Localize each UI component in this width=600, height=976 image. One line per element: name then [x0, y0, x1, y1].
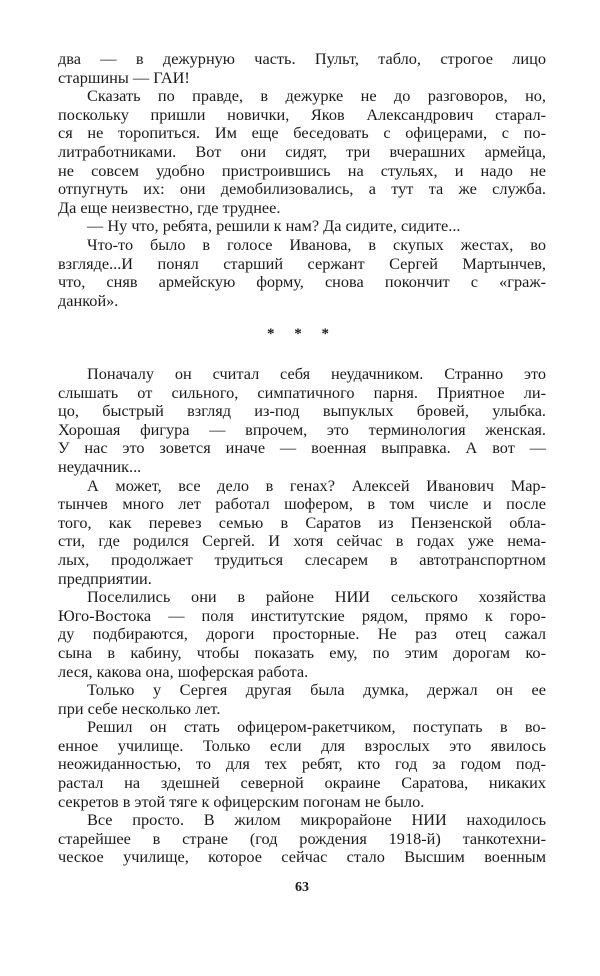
text-line: сти, где родился Сергей. И хотя сейчас в годах уже нема- — [58, 531, 546, 551]
text-line: данкой». — [58, 290, 119, 310]
text-line: поскольку пришли новички, Яков Александрович старал- — [58, 104, 546, 124]
text-line: отпугнуть их: они демобилизовались, а тут та же служба. — [58, 179, 546, 199]
text-line: Только у Сергея другая была думка, держал он ее — [87, 680, 546, 700]
text-line: Поначалу он считал себя неудачником. Странно это — [87, 364, 546, 383]
text-line: растал на здешней северной окраине Саратова, никаких — [58, 773, 546, 793]
text-line: А может, все дело в генах? Алексей Иванович Мар- — [87, 475, 546, 495]
text-line: ся не торопиться. Им еще беседовать с офицерами, с по- — [58, 123, 546, 143]
text-line: Решил он стать офицером-ракетчиком, поступать в во- — [87, 717, 546, 737]
text-line: при себе несколько лет. — [58, 698, 221, 718]
text-line: литработниками. Вот они сидят, три вчерашних армейца, — [58, 141, 546, 161]
text-line: слышать от сильного, симпатичного парня. Приятное ли- — [58, 382, 546, 402]
text-line: — Ну что, ребята, решили к нам? Да сидите, сидите... — [87, 216, 461, 236]
text-line: сына в кабину, чтобы показать ему, по этим дорогам ко- — [58, 642, 546, 662]
text-line: ду подбираются, дороги просторные. Не раз отец сажал — [58, 624, 546, 644]
page-number: 63 — [295, 880, 309, 895]
text-line: того, как перевез семью в Саратов из Пензенской обла- — [58, 512, 546, 532]
text-line: Юго-Востока — поля институтские рядом, прямо к горо- — [58, 605, 546, 625]
text-line: ческое училище, которое сейчас стало Высшим военным — [58, 847, 546, 867]
text-line: цо, быстрый взгляд из-под выпуклых бровей, улыбка. — [58, 401, 546, 421]
text-line: леся, какова она, шоферская работа. — [58, 661, 309, 681]
text-line: Все просто. В жилом микрорайоне НИИ находилось — [87, 810, 546, 830]
section-separator: * * * — [267, 326, 337, 342]
text-line: взгляде...И понял старший сержант Сергей Мартынчев, — [58, 253, 546, 273]
text-line: Что-то было в голосе Иванова, в скупых жестах, во — [87, 234, 546, 254]
text-line: Да еще неизвестно, где труднее. — [58, 197, 281, 217]
text-line: что, сняв армейскую форму, снова покончит с «граж- — [58, 272, 546, 292]
text-line: тынчев много лет работал шофером, в том числе и после — [58, 494, 546, 514]
text-line: предприятии. — [58, 568, 152, 588]
text-line: неожиданностью, то для тех ребят, кто год за годом под- — [58, 754, 546, 774]
text-line: старейшее в стране (год рождения 1918-й) танкотехни- — [58, 828, 546, 848]
text-line: Хорошая фигура — впрочем, это терминология женская. — [58, 419, 546, 439]
text-line: старшины — ГАИ! — [58, 67, 190, 87]
text-block-second — [58, 365, 546, 867]
text-line: лых, продолжает трудиться слесарем в автотранспортном — [58, 549, 546, 569]
text-line: Поселились они в районе НИИ сельского хозяйства — [87, 587, 546, 607]
text-line: неудачник... — [58, 456, 142, 476]
text-block-first — [58, 50, 546, 310]
text-line: два — в дежурную часть. Пульт, табло, строгое лицо — [58, 49, 546, 68]
text-line: не совсем удобно пристроившись на стульях, и надо не — [58, 160, 546, 180]
text-line: секретов в этой тяге к офицерским погонам не было. — [58, 791, 425, 811]
text-line: енное училище. Только если для взрослых это явилось — [58, 735, 546, 755]
text-line: Сказать по правде, в дежурке не до разговоров, но, — [87, 86, 546, 106]
text-line: У нас это зовется иначе — военная выправка. А вот — — [58, 438, 546, 458]
